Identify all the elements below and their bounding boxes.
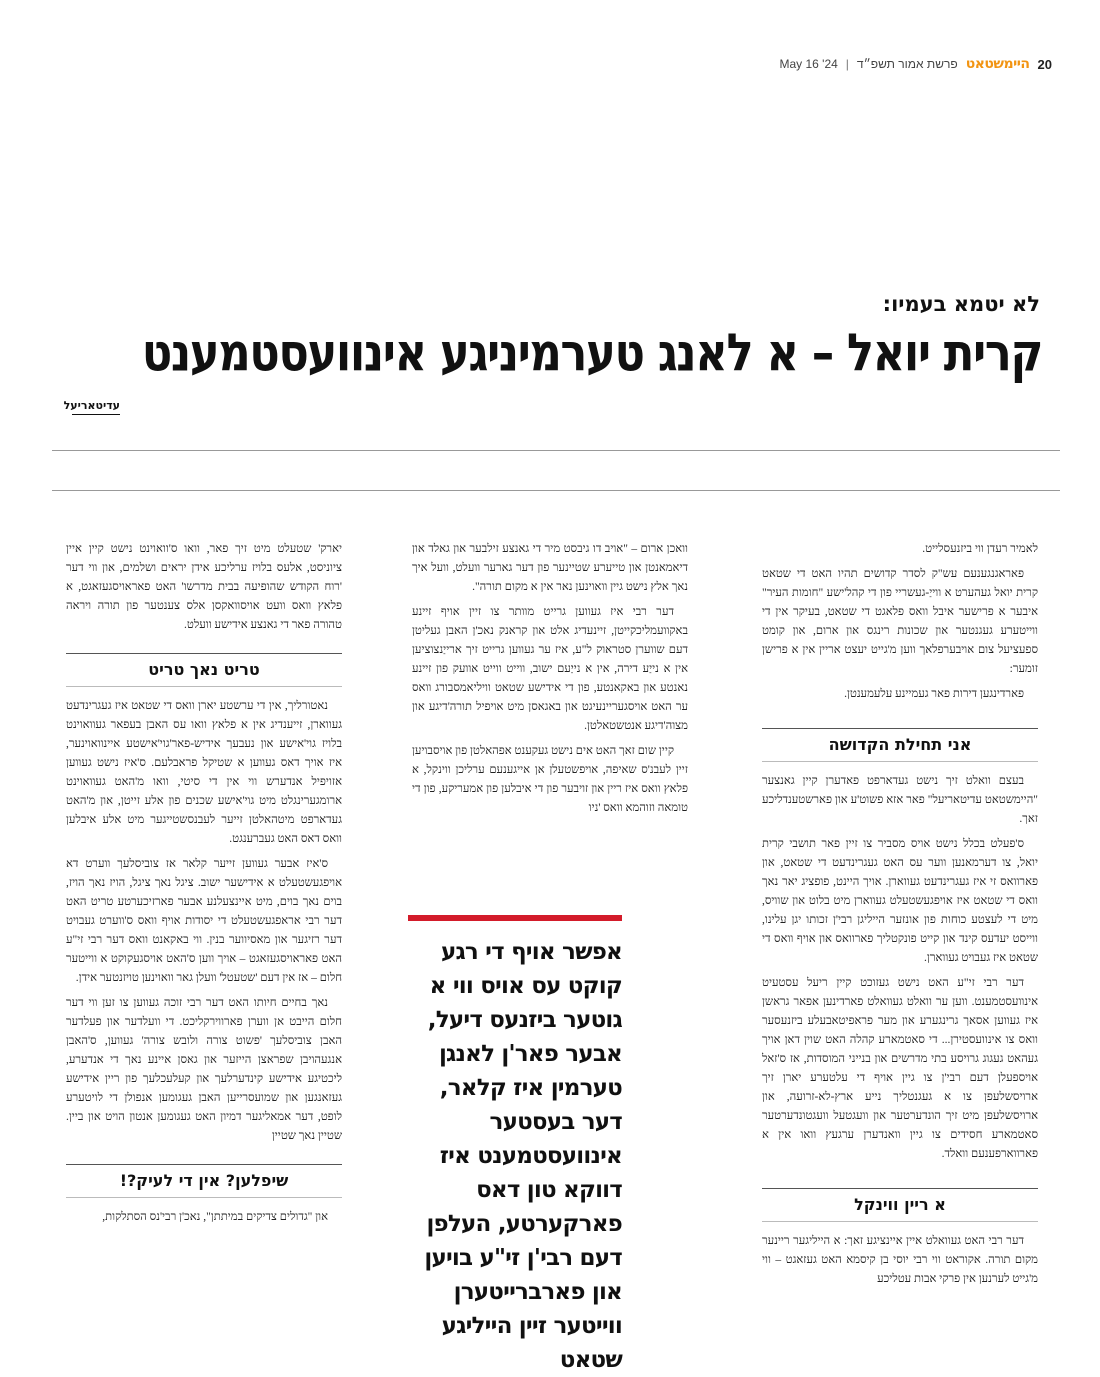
paragraph: וואכן ארום – "אויב דו גיבסט מיר די גאנצע זילבער און גאלד און דיאמאנטן און טייערע שטיינער פון דער גארער וועלט, וועל איך נאך אלץ נישט גיין וואוינען נאר אין א מקום תורה". — [412, 543, 688, 593]
article-headline: קרית יואל – א לאנג טערמיניגע אינוועסטמענט — [141, 322, 1042, 383]
page-number: 20 — [1037, 56, 1052, 72]
header-separator: | — [845, 57, 849, 71]
divider-top — [52, 450, 1060, 451]
paragraph: ס'איז אבער געווען זייער קלאר אז צוביסלעך ווערט דא אויפגעשטעלט א אידישער ישוב. ציגל נאך ציגל, הויז נאך הויז, בוים נאך בוים, מיט איינצעלנע אבער פארזיכערטע טריט האט דער רבי אראפגעשטעלט די יסודות אויף וואס ס'ווערט געבויט דער רזיגער און מאסיווער בנין. ווי באקאנט וואס דער רבי זי"ע האט פאראויסגעזאגט – אויך ווען ס'האט אויסגעקוקט א ווייטער חלום – אז אין דעם 'שטעטל' וועלן גאר וואוינען טויזנטער אידן. — [66, 858, 342, 984]
paragraph: בעצם וואלט זיך נישט געדארפט פאדערן קיין גאנצער "היימשטאט עדיטאריעל" פאר אזא פשוט'ע און פארשטענדליכע זאך. — [762, 775, 1038, 825]
section-label: עדיטאריעל — [72, 399, 120, 415]
paragraph: ס'פעלט בכלל נישט אויס מסביר צו זיין פאר תושבי קרית יואל, צו דערמאנען ווער עס האט געגרינדעט די שטאט, און פארוואס זי איז געגרינדעט געווארן. אויך היינט, פופציג יאר נאך וואס די שטאט איז אויפגעשטעלט געווארן מיט בלוט און שוויס, מיט די לעצטע כוחות פון אונזער הייליגן רבי'ן זכותו יגן עלינו, ווייסט יעדעס קינד און קייט פונקטליך פארוואס און אויף וואס די שטאט איז געבויט געווארן. — [762, 838, 1038, 964]
paragraph: נאטורליך, אין די ערשטע יארן וואס די שטאט איז געגרינדעט געווארן, זייענדיג אין א פלאץ וואו עס האבן בעפאר געוואוינט בלויז גוי'אישע און נעבעך אידיש-פאר'גוי'אישטע איינוואוינער, איז אויך דאס געווען א שטיקל פראבלעם. ס'איז נישט געווען אזויפיל אנדערש ווי אין די סיטי, וואו מ'האט געוואוינט ארומגערינגלט מיט גוי'אישע שכנים פון אלע זייטן, און מ'האט געדארפט מיטהאלטן זייער לעבנסשטייגער מיט אלע איבלען וואס דאס האט געברענגט. — [66, 700, 342, 845]
pull-quote-bar — [408, 915, 622, 921]
paragraph: יארק' שטעלט מיט זיך פאר, וואו ס'וואוינט נישט קיין איין ציוניסט, אלעס בלויז ערליכע אידן יראים ושלמים, און ווי דער 'רוח הקודש שהופיעה בבית מדרשו' האט פאראויסגעזאגט, א פלאץ וואס וועט אויסוואקסן אלס צענטער פון תורה ויראה טהורה פאר די גאנצע אידישע וועלט. — [66, 543, 342, 631]
parsha-label: פרשת אמור תשפ״ד — [856, 57, 958, 71]
paragraph: לאמיר רעדן ווי ביזנעסלייט. — [922, 543, 1038, 555]
column-middle — [412, 540, 688, 900]
paragraph: דער רבי זי"ע האט נישט געזוכט קיין ריעל עסטעיט אינוועסטמענט. ווען ער וואלט געוואלט פארדינען אפאר גראשן איז געווען אסאך גרינגערע און מער פראפיטאבעלע ביזנעסער וואס צו אינוועסטירן... די סאטמארע קהלה האט שוין דאן אויך געהאט געגוג גרויסע בתי מדרשים און בנייני המוסדות, אז ס'זאל אויספעלן דעם רבי'ן צו גיין אויף די עלטערע יארן זיך ארויסשלעפן צו א געגנטליך נייע ארץ-לא-זרועה, און ארויסשלעפן מיט זיך הונדערטער און וועגטעל וועגטונדערטער סאטמארע חסידים צו גיין וואנדערן ערגעץ וואו אין א פארווארפענעם וואלד. — [762, 977, 1038, 1160]
paragraph: דער רבי איז געווען גרייט מוותר צו זיין אויף זיינע באקוועמליכקייטן, זיינעדיג אלט און קראנק נאכ'ן האבן געליטן דעם שווערן סטראוק ל"ע, איז ער געווען גרייט זיך ארייַנצוציען אין א נייַע דירה, אין א נייַעם ישוב, ווייט ווייט אוועק פון זיינע נאנטע און באקאנטע, פון די אידישע שטאט וויליאמסבורג וואס ער האט אויסגעריינעיגט און באגאסן מיט אויפיל תורה'דיגע און מצוה'דיגע אנטשטאלטן. — [412, 606, 688, 732]
subheading: אני תחילת הקדושה — [762, 728, 1038, 762]
paragraph: נאך בחיים חיותו האט דער רבי זוכה געווען צו זען ווי דער חלום הייבט אן ווערן פארווירקליכט. די וועלדער און פעלדער האבן צוביסלעך 'פשוט צורה ולובש צורה' געווען, ס'האבן אנגעהויבן שפראצן הייזער און גאסן איינע נאך די אנדערע, ליכטיגע אידישע קינדערלעך און קעלעכלעך פון ריין אידישע געזאנגען און שמועסרייען האבן געגומען אנפולן די לויטערע לופט, דער אמאליגער דמיון האט געגומען אנטון הויט און ביין. שטיין נאך שטיין — [66, 997, 342, 1142]
publication-logo: היימשטאט — [965, 56, 1030, 72]
paragraph: און "גדולים צדיקים במיתתן", נאכ'ן רבי'נס הסתלקות, — [102, 1211, 328, 1223]
subheading: א ריין ווינקל — [762, 1188, 1038, 1222]
subheading: שיפלען? אין די לעיק?! — [66, 1164, 342, 1198]
column-right — [762, 540, 1038, 1330]
article-kicker: לא יטמא בעמיו: — [882, 292, 1040, 316]
paragraph: קיין שום זאך האט אים נישט געקענט אפהאלטן פון אויסבויען זיין לעבנ'ס שאיפה, אויפשטעלן אן אייגענעם ערליכן ווינקל, א פלאץ וואס איז ריין און זויבער פון די איבלען פון אמעריקע, פון די טומאה וזוהמא וואס 'ניו — [412, 745, 688, 814]
pull-quote-text: אפשר אויף די רגע קוקט עס אויס ווי א גוטער ביזנעס דיעל, אבער פאר'ן לאנגן טערמין איז קלאר, דער בעסטער אינוועסטמענט איז דווקא טון דאס פארקערטע, העלפן דעם רבי'ן זי"ע בויען און פארברייטערן ווייטער זיין הייליגע שטאט — [424, 939, 622, 1373]
column-left — [66, 540, 342, 1330]
pull-quote — [408, 915, 622, 1377]
paragraph: פאראגנגענעם עש"ק לסדר קדושים תהיו האט די שטאט קרית יואל געהערט א ווייַ-געשריי פון די קהל'ישע "חומות העיר" איבער א פרישער איבל וואס פלאגט די שטאט, בעיקר אין די ווייטערע געגנטער און שכונות רינגס און ארום, און קומט ספעציעל צום אויבערפלאך ווען מ'גייט יעצט אריין אין א פרישן זומער: — [762, 568, 1038, 675]
page-header — [779, 52, 1052, 76]
subheading: טריט נאך טריט — [66, 653, 342, 687]
issue-date: May 16 '24 — [779, 57, 838, 71]
divider-bottom — [52, 490, 1060, 491]
paragraph: דער רבי האט געוואלט איין איינציגע זאך: א הייליגער ריינער מקום תורה. אקוראט ווי רבי יוסי בן קיסמא האט געזאגט – ווי מ'גייט לערנען אין פרקי אבות עטליכע — [762, 1235, 1038, 1285]
paragraph: פארדינגען דירות פאר געמיינע עלעמענטן. — [844, 688, 1024, 700]
